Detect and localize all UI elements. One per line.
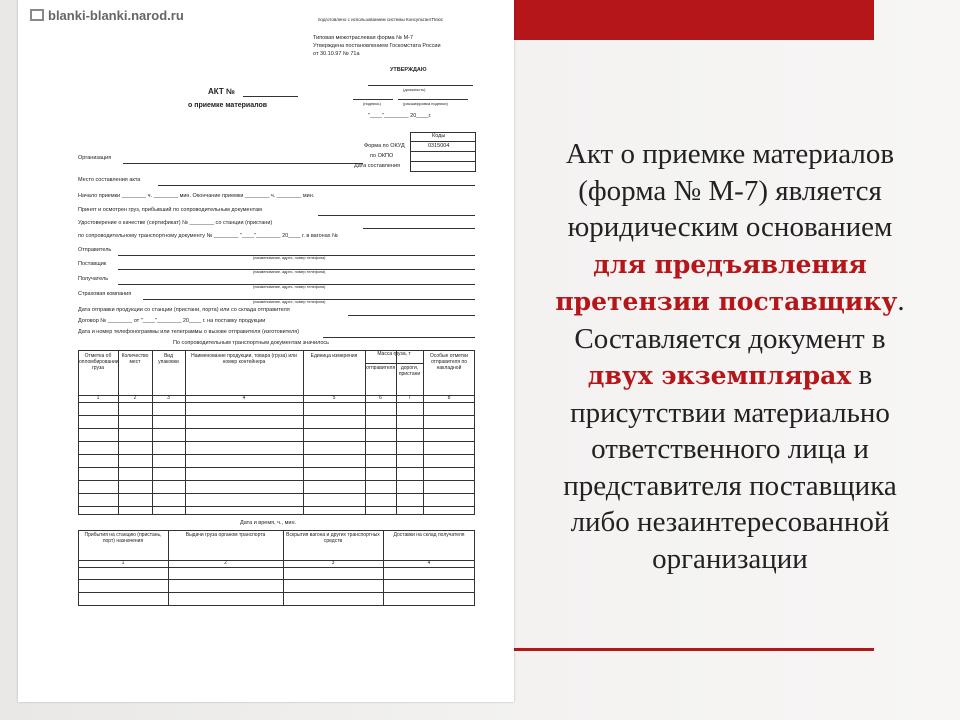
form-row-ship-date: Дата отправки продукции со станции (пристани, порта) или со склада отправителя bbox=[78, 307, 290, 313]
form-row-insurance: Страховая компания bbox=[78, 291, 132, 297]
datetime-label: Дата и время, ч., мин. bbox=[240, 520, 297, 526]
approve-date: "____"________ 20____г. bbox=[368, 113, 432, 119]
table1-header: Масса груза, т bbox=[377, 351, 411, 357]
date-label: Дата составления bbox=[354, 163, 400, 169]
approve-decode: (расшифровка подписи) bbox=[403, 101, 448, 106]
table2-header: Прибытия на станцию (пристань, порт) назначения bbox=[84, 532, 162, 544]
table1-line bbox=[365, 363, 423, 364]
table1-col-line bbox=[303, 350, 304, 515]
form-row-telegram: Дата и номер телефонограммы или телеграммы о вызове отправителя (изготовителя) bbox=[78, 329, 300, 335]
form-row-supplier: Поставщик bbox=[78, 261, 107, 267]
highlight-claim: для предъявления претензии поставщику bbox=[555, 249, 898, 316]
row-hint: (наименование, адрес, номер телефона) bbox=[253, 285, 326, 289]
docs-note: По сопроводительным транспортным документам значилось bbox=[173, 340, 330, 346]
table2-header: Доставки на склад получателя bbox=[393, 532, 465, 538]
table1-col-line bbox=[185, 350, 186, 515]
table2-header: Выдачи груза органом транспорта bbox=[185, 532, 266, 538]
table1-row-line bbox=[78, 428, 475, 429]
row-hint: (наименование, адрес, номер телефона) bbox=[253, 270, 326, 274]
table1-subheader: отправителя bbox=[366, 365, 396, 371]
okpo-label: по ОКПО bbox=[370, 153, 394, 159]
table1-row-line bbox=[78, 415, 475, 416]
table1-row-line bbox=[78, 506, 475, 507]
top-accent-bar bbox=[514, 0, 874, 40]
table1-row-line bbox=[78, 480, 475, 481]
table2-header: Вскрытия вагона и других транспортных средств bbox=[286, 532, 380, 544]
row-hint: (наименование, адрес, номер телефона) bbox=[253, 300, 326, 304]
table1-header: Количество мест bbox=[121, 353, 149, 365]
codes-header: Коды bbox=[432, 133, 446, 139]
table1-row-line bbox=[78, 441, 475, 442]
form-title-3: от 30.10.97 № 71а bbox=[313, 51, 360, 57]
form-row-sender: Отправитель bbox=[78, 247, 112, 253]
form-row-place: Место составления акта bbox=[78, 177, 141, 183]
table1-col-number: 5 bbox=[332, 395, 336, 401]
form-title-2: Утверждена постановлением Госкомстата России bbox=[313, 43, 441, 49]
table1-line bbox=[78, 402, 475, 403]
okud-code: 0315004 bbox=[428, 143, 450, 149]
table1-col-line bbox=[118, 350, 119, 515]
watermark: blanki-blanki.narod.ru bbox=[30, 8, 184, 23]
table2-col-number: 3 bbox=[331, 560, 335, 566]
table1-col-line bbox=[152, 350, 153, 515]
form-row-transport-doc: по сопроводительному транспортному документу № ________ "____"________ 20____ г. в вагонах № bbox=[78, 233, 338, 239]
table1-col-number: 7 bbox=[408, 395, 411, 401]
table1-col-number: 3 bbox=[167, 395, 170, 401]
act-number: АКТ № bbox=[208, 87, 235, 96]
row-hint: (наименование, адрес, номер телефона) bbox=[253, 256, 326, 260]
table2-col-line bbox=[383, 530, 384, 606]
table1-header: Особые отметки отправителя по накладной bbox=[429, 353, 469, 371]
approve-position: (должность) bbox=[403, 87, 426, 92]
site-icon bbox=[30, 9, 44, 21]
highlight-copies: двух экземплярах bbox=[587, 361, 852, 390]
table1-col-number: 1 bbox=[96, 395, 100, 401]
table1-header: Отметка об опломбировании груза bbox=[79, 353, 119, 371]
table1-col-line bbox=[423, 350, 424, 515]
form-row-accepted-cargo: Принят и осмотрен груз, прибывший по сопроводительным документам bbox=[78, 207, 262, 213]
table1-header: Наименование продукции, товара (груза) или номер контейнера bbox=[191, 353, 297, 365]
bottom-accent-line bbox=[514, 648, 874, 651]
form-row-receiver: Получатель bbox=[78, 276, 109, 282]
table1-header: Единица измерения bbox=[310, 353, 358, 359]
table2-col-line bbox=[283, 530, 284, 606]
table2-col-number: 2 bbox=[224, 560, 227, 566]
table2-line bbox=[78, 579, 475, 580]
description-text: Акт о приемке материалов (форма № М-7) является юридическим основанием для предъявления претензии поставщику. Составляется документ в двух экземплярах в присутствии материально ответственного лица и представителя поставщика либо незаинтересованной организации bbox=[555, 138, 905, 575]
approve-sign: (подпись) bbox=[363, 101, 381, 106]
table2-line bbox=[78, 592, 475, 593]
form-title-1: Типовая межотраслевая форма № М-7 bbox=[313, 35, 414, 41]
table1-col-number: 6 bbox=[379, 395, 382, 401]
form-row-organization: Организация bbox=[78, 155, 112, 161]
table1-col-number: 4 bbox=[242, 395, 246, 401]
form-row-contract: Договор № ________ от "____"________ 20____ г. на поставку продукции bbox=[78, 318, 266, 324]
table1-col-number: 8 bbox=[447, 395, 451, 401]
form-row-quality-cert: Удостоверение о качестве (сертификат) № ________ со станции (пристани) bbox=[78, 220, 273, 226]
table1-col-number: 2 bbox=[133, 395, 137, 401]
table1-subheader: дороги, пристани bbox=[398, 365, 421, 377]
form-m7-image bbox=[18, 0, 514, 702]
table2-line bbox=[78, 567, 475, 568]
approve-label: УТВЕРЖДАЮ bbox=[390, 67, 427, 73]
form-row-acceptance-time: Начало приемки ________ ч. ________ мин. Окончание приемки ________ ч. ________ мин. bbox=[78, 193, 315, 199]
table2-col-number: 1 bbox=[121, 560, 125, 566]
table1-col-line bbox=[365, 350, 366, 515]
table2-col-number: 4 bbox=[427, 560, 431, 566]
act-title: о приемке материалов bbox=[188, 102, 268, 109]
table1-row-line bbox=[78, 454, 475, 455]
okud-label: Форма по ОКУД bbox=[364, 143, 405, 149]
table1-row-line bbox=[78, 493, 475, 494]
consultant-note: подготовлено с использованием системы КонсультантПлюс bbox=[318, 17, 444, 22]
table1-row-line bbox=[78, 467, 475, 468]
table1-header: Вид упаковки bbox=[158, 353, 179, 365]
table2-col-line bbox=[168, 530, 169, 606]
